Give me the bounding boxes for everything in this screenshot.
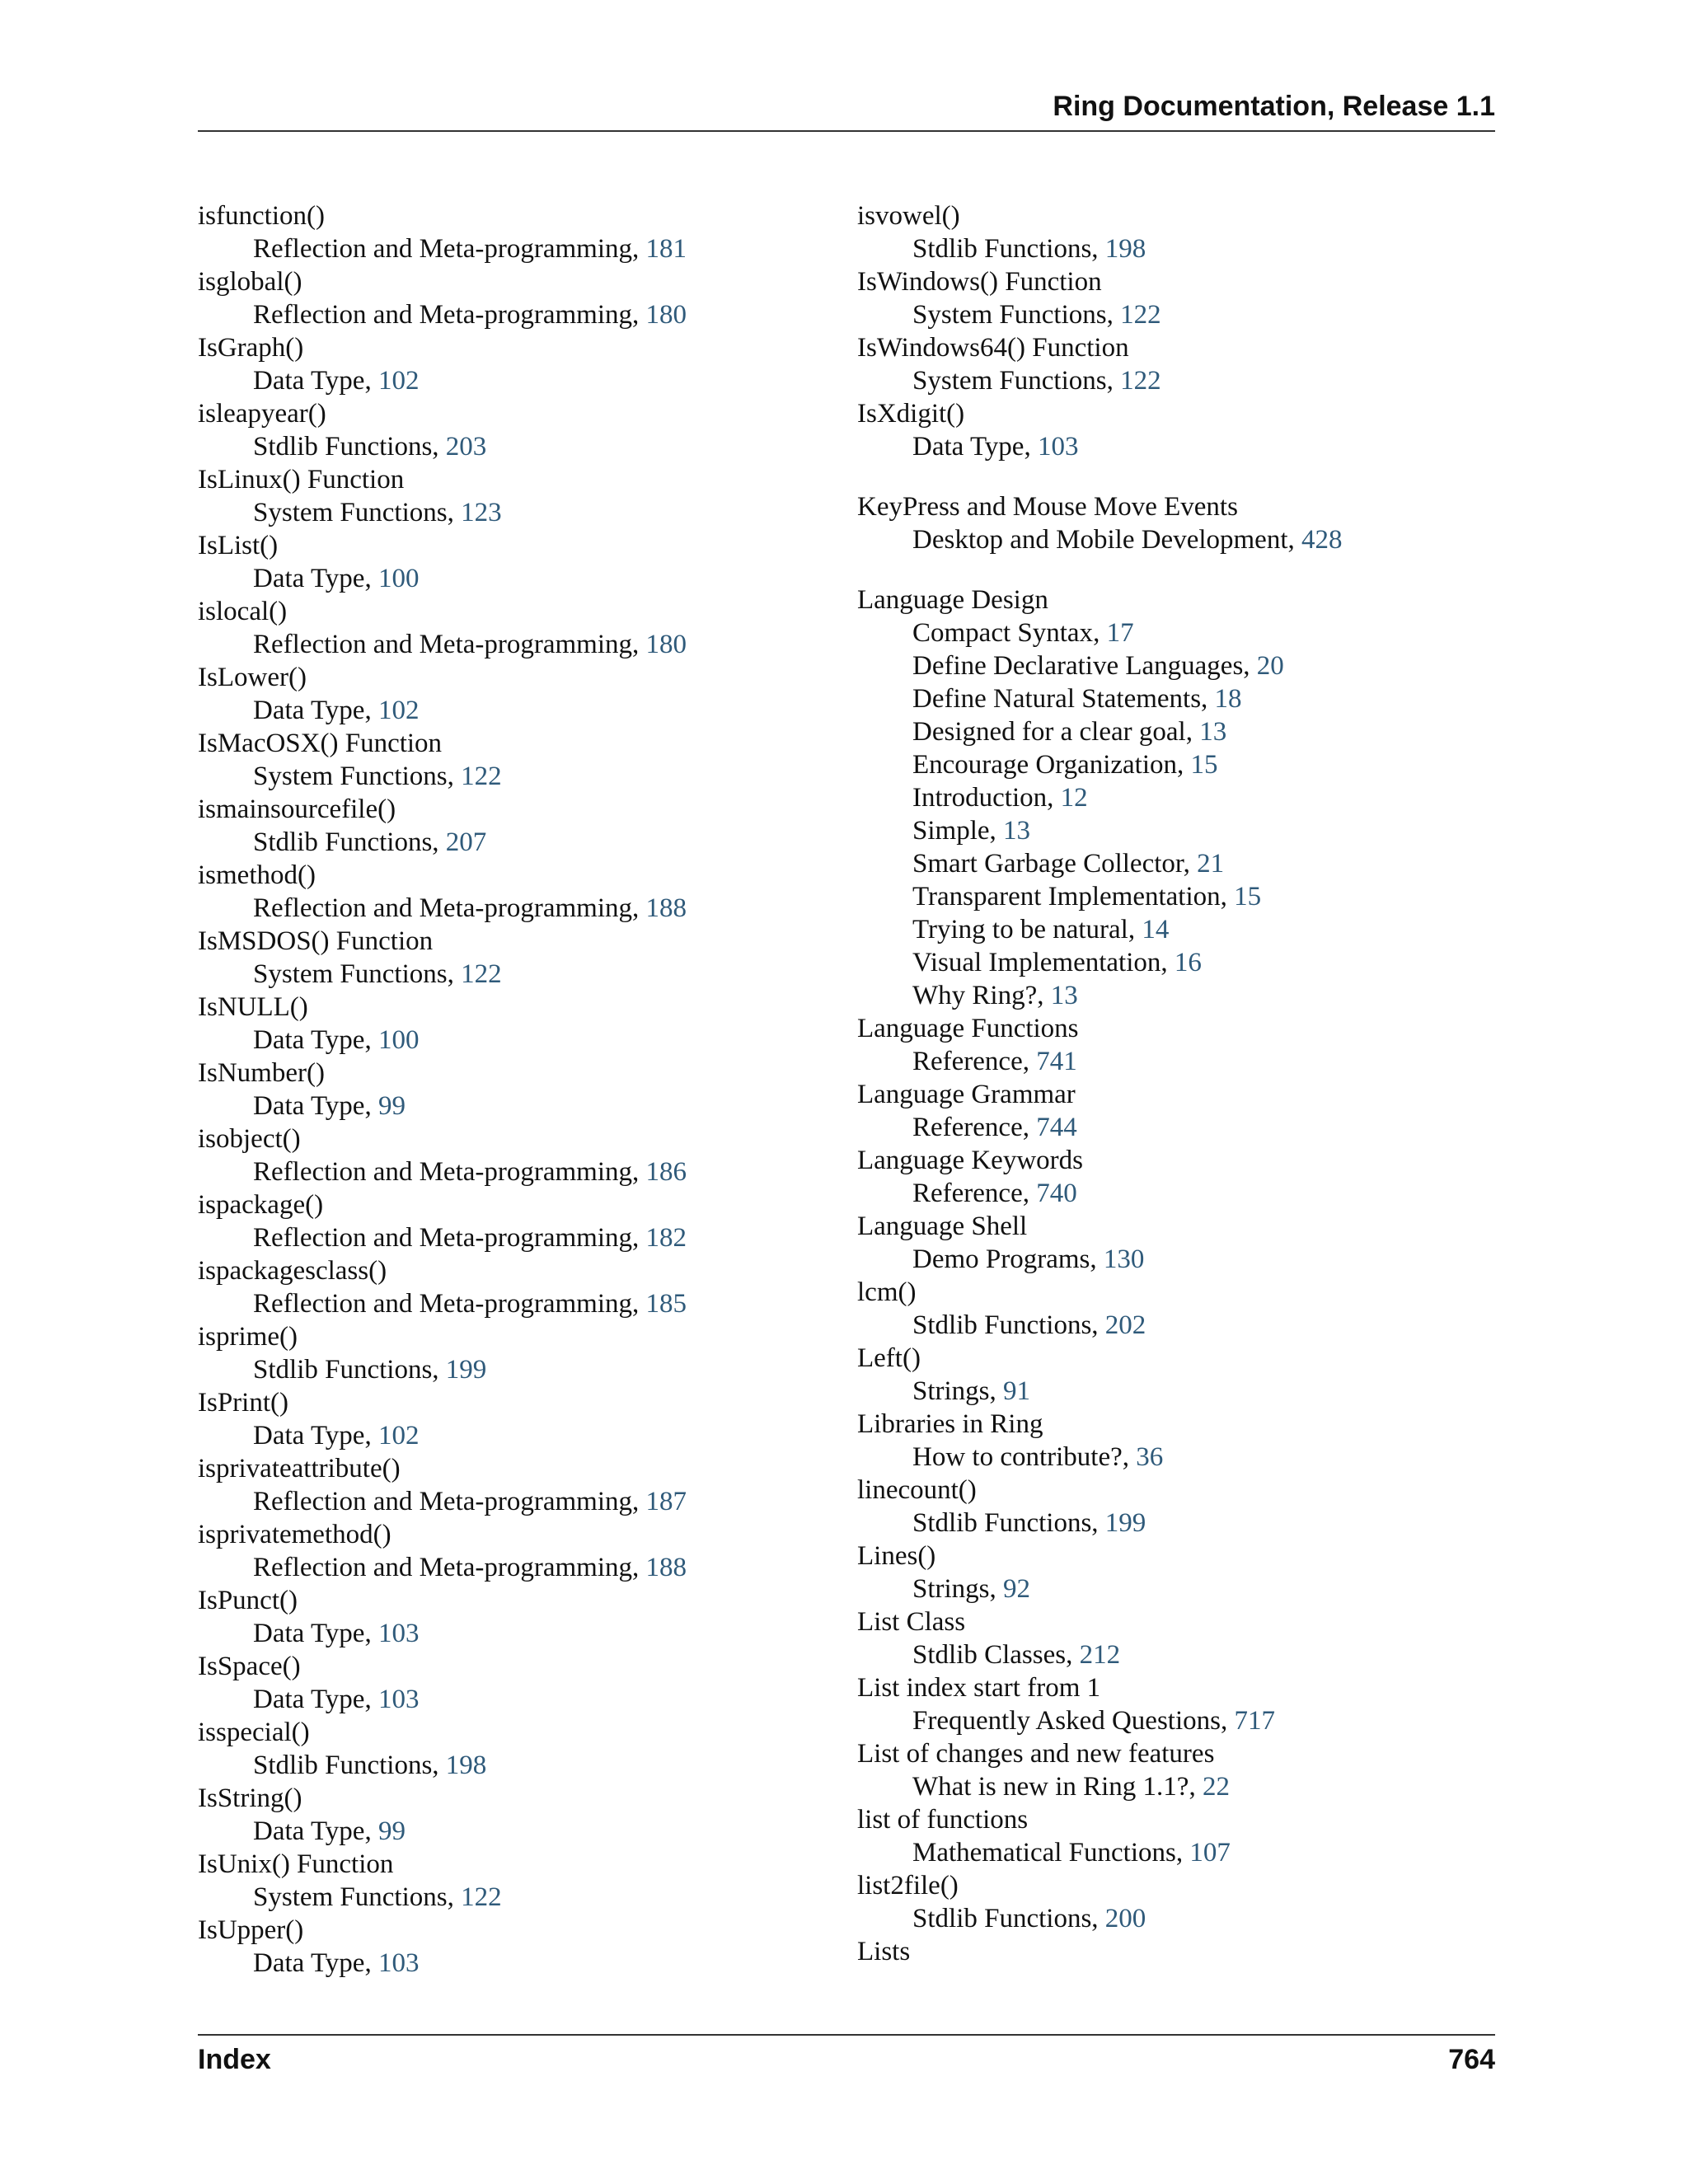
page-link[interactable]: 14 bbox=[1142, 915, 1170, 944]
index-subentry: System Functions, 122 bbox=[253, 1882, 502, 1912]
subentry-text: What is new in Ring 1.1? bbox=[912, 1772, 1189, 1802]
page-link[interactable]: 200 bbox=[1104, 1904, 1146, 1933]
index-subentry: Data Type, 100 bbox=[253, 1025, 420, 1055]
index-entry bbox=[198, 199, 841, 265]
index-entry bbox=[198, 1452, 841, 1518]
index-subentry: Stdlib Functions, 202 bbox=[912, 1310, 1146, 1340]
index-entry bbox=[857, 1935, 1500, 1968]
subentry-text: Desktop and Mobile Development bbox=[912, 525, 1288, 555]
subentry-text: Data Type bbox=[253, 696, 365, 725]
index-subentry: Stdlib Functions, 199 bbox=[253, 1355, 487, 1385]
page-link[interactable]: 185 bbox=[645, 1289, 687, 1319]
page-link[interactable]: 13 bbox=[1003, 816, 1031, 846]
subentry-text: Reflection and Meta-programming bbox=[253, 1157, 633, 1187]
index-entry bbox=[198, 1716, 841, 1782]
index-column-left bbox=[198, 199, 841, 1980]
subentry-text: Data Type bbox=[253, 1685, 365, 1714]
subentry-text: Stdlib Functions bbox=[253, 827, 433, 857]
page-link[interactable]: 122 bbox=[461, 959, 502, 989]
index-subentry: Reference, 740 bbox=[912, 1179, 1077, 1208]
index-subentry: Define Declarative Languages, 20 bbox=[912, 651, 1284, 681]
index-entry bbox=[198, 265, 841, 331]
index-subentry: Designed for a clear goal, 13 bbox=[912, 717, 1227, 747]
page-link[interactable]: 187 bbox=[645, 1487, 687, 1516]
index-subentry: Reflection and Meta-programming, 186 bbox=[253, 1157, 687, 1187]
index-term: IsSpace() bbox=[198, 1652, 301, 1681]
index-term: lcm() bbox=[857, 1277, 917, 1307]
page-link[interactable]: 212 bbox=[1079, 1640, 1121, 1670]
subentry-text: Reference bbox=[912, 1179, 1023, 1208]
subentry-text: Data Type bbox=[253, 1619, 365, 1648]
index-term: list of functions bbox=[857, 1805, 1029, 1835]
subentry-text: System Functions bbox=[912, 366, 1107, 396]
subentry-text: Stdlib Functions bbox=[912, 1904, 1092, 1933]
page-link[interactable]: 13 bbox=[1050, 981, 1078, 1010]
index-term: IsUpper() bbox=[198, 1915, 304, 1945]
index-subentry: Strings, 92 bbox=[912, 1574, 1031, 1604]
page-link[interactable]: 207 bbox=[445, 827, 487, 857]
index-entry bbox=[857, 265, 1500, 331]
index-term: list2file() bbox=[857, 1871, 959, 1900]
page-link[interactable]: 198 bbox=[1104, 234, 1146, 264]
index-subentry: Data Type, 103 bbox=[253, 1685, 420, 1714]
index-subentry: Stdlib Classes, 212 bbox=[912, 1640, 1121, 1670]
page-link[interactable]: 186 bbox=[645, 1157, 687, 1187]
page-link[interactable]: 199 bbox=[1104, 1508, 1146, 1538]
index-subentry: Data Type, 100 bbox=[253, 564, 420, 593]
index-entry bbox=[857, 490, 1500, 556]
index-entry bbox=[857, 1408, 1500, 1474]
page-link[interactable]: 428 bbox=[1301, 525, 1343, 555]
index-entry bbox=[198, 397, 841, 463]
page-link[interactable]: 107 bbox=[1189, 1838, 1231, 1868]
page-link[interactable]: 21 bbox=[1197, 849, 1225, 879]
footer-page-number: 764 bbox=[1448, 2044, 1495, 2075]
subentry-text: Data Type bbox=[253, 1091, 365, 1121]
index-entry bbox=[198, 727, 841, 793]
index-entry bbox=[857, 1474, 1500, 1540]
index-term: List index start from 1 bbox=[857, 1673, 1101, 1703]
index-term: isfunction() bbox=[198, 201, 325, 231]
index-term: islocal() bbox=[198, 597, 288, 626]
subentry-text: Reference bbox=[912, 1047, 1023, 1076]
index-subentry: Data Type, 103 bbox=[253, 1619, 420, 1648]
page-link[interactable]: 15 bbox=[1234, 882, 1262, 912]
page-link[interactable]: 15 bbox=[1190, 750, 1218, 780]
index-term: IsWindows64() Function bbox=[857, 333, 1129, 363]
footer-rule bbox=[198, 2034, 1495, 2036]
index-subentry: Data Type, 102 bbox=[253, 1421, 420, 1451]
subentry-text: Frequently Asked Questions bbox=[912, 1706, 1221, 1736]
index-subentry: Reflection and Meta-programming, 180 bbox=[253, 300, 687, 330]
subentry-text: System Functions bbox=[912, 300, 1107, 330]
index-entry bbox=[198, 331, 841, 397]
subentry-text: Data Type bbox=[253, 366, 365, 396]
index-term: List Class bbox=[857, 1607, 966, 1637]
page-link[interactable]: 122 bbox=[461, 1882, 502, 1912]
index-subentry: Reflection and Meta-programming, 182 bbox=[253, 1223, 687, 1253]
index-subentry: Reference, 744 bbox=[912, 1113, 1077, 1142]
subentry-text: Stdlib Functions bbox=[253, 1355, 433, 1385]
index-subentry: Desktop and Mobile Development, 428 bbox=[912, 525, 1343, 555]
index-subentry: Stdlib Functions, 198 bbox=[253, 1750, 487, 1780]
subentry-text: How to contribute? bbox=[912, 1442, 1123, 1472]
subentry-text: Designed for a clear goal bbox=[912, 717, 1186, 747]
index-term: Language Shell bbox=[857, 1212, 1028, 1241]
index-entry bbox=[857, 583, 1500, 1012]
index-entry bbox=[857, 397, 1500, 463]
page-link[interactable]: 180 bbox=[645, 300, 687, 330]
index-term: List of changes and new features bbox=[857, 1739, 1215, 1769]
page-link[interactable]: 103 bbox=[377, 1948, 420, 1978]
subentry-text: Reflection and Meta-programming bbox=[253, 630, 633, 659]
subentry-text: Define Declarative Languages bbox=[912, 651, 1244, 681]
index-subentry: Introduction, 12 bbox=[912, 783, 1088, 813]
index-subentry: Data Type, 102 bbox=[253, 696, 420, 725]
index-entry bbox=[198, 793, 841, 859]
subentry-text: Data Type bbox=[253, 1025, 365, 1055]
index-term: Lists bbox=[857, 1937, 911, 1966]
index-term: KeyPress and Mouse Move Events bbox=[857, 492, 1238, 522]
index-column-right bbox=[857, 199, 1500, 1968]
page-link[interactable]: 13 bbox=[1199, 717, 1227, 747]
index-term: IsLower() bbox=[198, 663, 307, 692]
page-link[interactable]: 18 bbox=[1214, 684, 1242, 714]
subentry-text: System Functions bbox=[253, 1882, 448, 1912]
page-link[interactable]: 100 bbox=[377, 564, 420, 593]
running-header: Ring Documentation, Release 1.1 bbox=[1053, 91, 1495, 122]
index-entry bbox=[857, 1737, 1500, 1803]
page-link[interactable]: 199 bbox=[445, 1355, 487, 1385]
index-term: IsString() bbox=[198, 1783, 302, 1813]
index-term: ismethod() bbox=[198, 860, 316, 890]
subentry-text: Trying to be natural bbox=[912, 915, 1128, 944]
page-link[interactable]: 198 bbox=[445, 1750, 487, 1780]
subentry-text: Introduction bbox=[912, 783, 1048, 813]
index-entry bbox=[198, 1188, 841, 1254]
index-entry bbox=[198, 1782, 841, 1848]
page-link[interactable]: 20 bbox=[1256, 651, 1284, 681]
subentry-text: Stdlib Classes bbox=[912, 1640, 1067, 1670]
footer-section: Index bbox=[198, 2044, 271, 2075]
index-subentry: Frequently Asked Questions, 717 bbox=[912, 1706, 1275, 1736]
index-entry bbox=[857, 1671, 1500, 1737]
subentry-text: System Functions bbox=[253, 959, 448, 989]
index-subentry: Reflection and Meta-programming, 181 bbox=[253, 234, 687, 264]
index-subentry: Compact Syntax, 17 bbox=[912, 618, 1134, 648]
page-link[interactable]: 17 bbox=[1106, 618, 1134, 648]
index-term: isobject() bbox=[198, 1124, 301, 1154]
subentry-text: Stdlib Functions bbox=[253, 432, 433, 462]
index-entry bbox=[857, 1342, 1500, 1408]
index-subentry: Data Type, 103 bbox=[253, 1948, 420, 1978]
index-entry bbox=[198, 991, 841, 1057]
index-term: isprivateattribute() bbox=[198, 1454, 401, 1483]
subentry-text: Strings bbox=[912, 1574, 990, 1604]
index-term: IsMSDOS() Function bbox=[198, 926, 434, 956]
subentry-text: Data Type bbox=[253, 1948, 365, 1978]
subentry-text: Encourage Organization bbox=[912, 750, 1178, 780]
page-link[interactable]: 91 bbox=[1003, 1376, 1031, 1406]
index-subentry: Reflection and Meta-programming, 180 bbox=[253, 630, 687, 659]
index-entry bbox=[198, 1848, 841, 1914]
index-subentry: Simple, 13 bbox=[912, 816, 1031, 846]
index-entry bbox=[857, 1869, 1500, 1935]
index-entry bbox=[857, 1540, 1500, 1605]
subentry-text: Reference bbox=[912, 1113, 1023, 1142]
index-term: IsLinux() Function bbox=[198, 465, 405, 494]
page-link[interactable]: 123 bbox=[461, 498, 502, 527]
index-entry bbox=[198, 859, 841, 925]
index-subentry: Reflection and Meta-programming, 187 bbox=[253, 1487, 687, 1516]
index-entry bbox=[198, 595, 841, 661]
index-subentry: Stdlib Functions, 198 bbox=[912, 234, 1146, 264]
page-link[interactable]: 16 bbox=[1174, 948, 1202, 977]
index-entry bbox=[857, 1803, 1500, 1869]
index-entry bbox=[198, 925, 841, 991]
index-subentry: Stdlib Functions, 199 bbox=[912, 1508, 1146, 1538]
index-subentry: Data Type, 99 bbox=[253, 1091, 406, 1121]
index-subentry: Stdlib Functions, 200 bbox=[912, 1904, 1146, 1933]
index-entry bbox=[198, 1386, 841, 1452]
index-term: Language Functions bbox=[857, 1014, 1079, 1043]
page-link[interactable]: 103 bbox=[377, 1619, 420, 1648]
index-entry bbox=[198, 1254, 841, 1320]
index-entry bbox=[857, 1012, 1500, 1078]
subentry-text: Define Natural Statements bbox=[912, 684, 1202, 714]
subentry-text: Mathematical Functions bbox=[912, 1838, 1176, 1868]
page-link[interactable]: 103 bbox=[377, 1685, 420, 1714]
page-link[interactable]: 122 bbox=[461, 762, 502, 791]
index-term: ismainsourcefile() bbox=[198, 794, 396, 824]
index-subentry: Strings, 91 bbox=[912, 1376, 1031, 1406]
subentry-text: System Functions bbox=[253, 762, 448, 791]
index-term: Left() bbox=[857, 1343, 921, 1373]
index-subentry: System Functions, 122 bbox=[912, 366, 1161, 396]
index-term: IsPrint() bbox=[198, 1388, 288, 1418]
page-link[interactable]: 188 bbox=[645, 1553, 687, 1582]
index-term: isglobal() bbox=[198, 267, 302, 297]
page-link[interactable]: 182 bbox=[645, 1223, 687, 1253]
index-subentry: Reflection and Meta-programming, 188 bbox=[253, 1553, 687, 1582]
index-entry bbox=[198, 1057, 841, 1122]
page-link[interactable]: 99 bbox=[377, 1091, 406, 1121]
index-entry bbox=[857, 199, 1500, 265]
index-subentry: System Functions, 122 bbox=[253, 762, 502, 791]
subentry-text: Stdlib Functions bbox=[253, 1750, 433, 1780]
index-subentry: Data Type, 103 bbox=[912, 432, 1079, 462]
index-term: IsGraph() bbox=[198, 333, 304, 363]
index-entry bbox=[198, 1914, 841, 1980]
subentry-text: Strings bbox=[912, 1376, 990, 1406]
index-subentry: Encourage Organization, 15 bbox=[912, 750, 1218, 780]
index-entry bbox=[857, 1276, 1500, 1342]
index-entry bbox=[198, 1584, 841, 1650]
subentry-text: Demo Programs bbox=[912, 1244, 1090, 1274]
index-subentry: Smart Garbage Collector, 21 bbox=[912, 849, 1225, 879]
page-link[interactable]: 717 bbox=[1234, 1706, 1275, 1736]
index-entry bbox=[198, 463, 841, 529]
index-subentry: Why Ring?, 13 bbox=[912, 981, 1078, 1010]
page-link[interactable]: 103 bbox=[1037, 432, 1079, 462]
index-subentry: Stdlib Functions, 203 bbox=[253, 432, 487, 462]
subentry-text: Reflection and Meta-programming bbox=[253, 300, 633, 330]
index-subentry: System Functions, 122 bbox=[253, 959, 502, 989]
index-term: IsWindows() Function bbox=[857, 267, 1102, 297]
page-link[interactable]: 180 bbox=[645, 630, 687, 659]
page-link[interactable]: 122 bbox=[1120, 300, 1161, 330]
subentry-text: Why Ring? bbox=[912, 981, 1038, 1010]
subentry-text: Reflection and Meta-programming bbox=[253, 1553, 633, 1582]
header-rule bbox=[198, 130, 1495, 132]
index-term: linecount() bbox=[857, 1475, 977, 1505]
index-term: Language Grammar bbox=[857, 1080, 1076, 1109]
page-link[interactable]: 102 bbox=[377, 366, 420, 396]
subentry-text: Data Type bbox=[912, 432, 1025, 462]
index-term: IsNULL() bbox=[198, 992, 308, 1022]
index-term: IsNumber() bbox=[198, 1058, 325, 1088]
index-subentry: How to contribute?, 36 bbox=[912, 1442, 1164, 1472]
subentry-text: Reflection and Meta-programming bbox=[253, 234, 633, 264]
subentry-text: Smart Garbage Collector bbox=[912, 849, 1184, 879]
index-term: isleapyear() bbox=[198, 399, 326, 429]
index-subentry: Reflection and Meta-programming, 185 bbox=[253, 1289, 687, 1319]
page-link[interactable]: 92 bbox=[1003, 1574, 1031, 1604]
page-link[interactable]: 740 bbox=[1036, 1179, 1077, 1208]
page-link[interactable]: 100 bbox=[377, 1025, 420, 1055]
page-link[interactable]: 203 bbox=[445, 432, 487, 462]
index-subentry: Transparent Implementation, 15 bbox=[912, 882, 1262, 912]
page-link[interactable]: 122 bbox=[1120, 366, 1161, 396]
index-subentry: Visual Implementation, 16 bbox=[912, 948, 1202, 977]
index-term: IsUnix() Function bbox=[198, 1849, 394, 1879]
index-subentry: Data Type, 102 bbox=[253, 366, 420, 396]
index-subentry: System Functions, 123 bbox=[253, 498, 502, 527]
subentry-text: Data Type bbox=[253, 564, 365, 593]
index-term: IsMacOSX() Function bbox=[198, 729, 443, 758]
subentry-text: Transparent Implementation bbox=[912, 882, 1221, 912]
page-link[interactable]: 130 bbox=[1103, 1244, 1145, 1274]
subentry-text: Data Type bbox=[253, 1421, 365, 1451]
index-entry bbox=[198, 661, 841, 727]
index-subentry: Data Type, 99 bbox=[253, 1816, 406, 1846]
index-entry bbox=[857, 331, 1500, 397]
subentry-text: Reflection and Meta-programming bbox=[253, 893, 633, 923]
subentry-text: Simple bbox=[912, 816, 990, 846]
index-term: IsXdigit() bbox=[857, 399, 965, 429]
page-link[interactable]: 188 bbox=[645, 893, 687, 923]
subentry-text: System Functions bbox=[253, 498, 448, 527]
index-term: isvowel() bbox=[857, 201, 960, 231]
index-term: Language Keywords bbox=[857, 1146, 1083, 1175]
index-entry bbox=[198, 1320, 841, 1386]
index-term: Language Design bbox=[857, 585, 1048, 615]
subentry-text: Visual Implementation bbox=[912, 948, 1161, 977]
page-link[interactable]: 741 bbox=[1036, 1047, 1077, 1076]
index-term: Lines() bbox=[857, 1541, 936, 1571]
page-link[interactable]: 102 bbox=[377, 1421, 420, 1451]
subentry-text: Stdlib Functions bbox=[912, 1310, 1092, 1340]
page-link[interactable]: 12 bbox=[1060, 783, 1088, 813]
index-term: isprivatemethod() bbox=[198, 1520, 392, 1549]
index-term: isprime() bbox=[198, 1322, 298, 1352]
page-link[interactable]: 181 bbox=[645, 234, 687, 264]
index-entry bbox=[857, 1078, 1500, 1144]
index-term: Libraries in Ring bbox=[857, 1409, 1043, 1439]
index-subentry: Mathematical Functions, 107 bbox=[912, 1838, 1231, 1868]
index-term: isspecial() bbox=[198, 1718, 310, 1747]
index-subentry: Stdlib Functions, 207 bbox=[253, 827, 487, 857]
subentry-text: Reflection and Meta-programming bbox=[253, 1223, 633, 1253]
index-entry bbox=[857, 1605, 1500, 1671]
page-link[interactable]: 102 bbox=[377, 696, 420, 725]
index-entry bbox=[857, 1210, 1500, 1276]
index-entry bbox=[198, 529, 841, 595]
page-link[interactable]: 22 bbox=[1202, 1772, 1230, 1802]
subentry-text: Reflection and Meta-programming bbox=[253, 1487, 633, 1516]
subentry-text: Compact Syntax bbox=[912, 618, 1094, 648]
subentry-text: Data Type bbox=[253, 1816, 365, 1846]
page-link[interactable]: 202 bbox=[1104, 1310, 1146, 1340]
index-entry bbox=[198, 1122, 841, 1188]
index-term: IsPunct() bbox=[198, 1586, 298, 1615]
page-link[interactable]: 744 bbox=[1036, 1113, 1077, 1142]
index-entry bbox=[198, 1650, 841, 1716]
index-subentry: Define Natural Statements, 18 bbox=[912, 684, 1242, 714]
index-term: ispackage() bbox=[198, 1190, 324, 1220]
index-entry bbox=[857, 1144, 1500, 1210]
index-term: IsList() bbox=[198, 531, 279, 560]
index-subentry: Reflection and Meta-programming, 188 bbox=[253, 893, 687, 923]
subentry-text: Stdlib Functions bbox=[912, 234, 1092, 264]
index-subentry: What is new in Ring 1.1?, 22 bbox=[912, 1772, 1230, 1802]
page-link[interactable]: 36 bbox=[1136, 1442, 1164, 1472]
subentry-text: Reflection and Meta-programming bbox=[253, 1289, 633, 1319]
index-subentry: Reference, 741 bbox=[912, 1047, 1077, 1076]
index-subentry: System Functions, 122 bbox=[912, 300, 1161, 330]
page-link[interactable]: 99 bbox=[377, 1816, 406, 1846]
subentry-text: Stdlib Functions bbox=[912, 1508, 1092, 1538]
index-term: ispackagesclass() bbox=[198, 1256, 387, 1286]
index-entry bbox=[198, 1518, 841, 1584]
index-subentry: Demo Programs, 130 bbox=[912, 1244, 1145, 1274]
index-subentry: Trying to be natural, 14 bbox=[912, 915, 1170, 944]
